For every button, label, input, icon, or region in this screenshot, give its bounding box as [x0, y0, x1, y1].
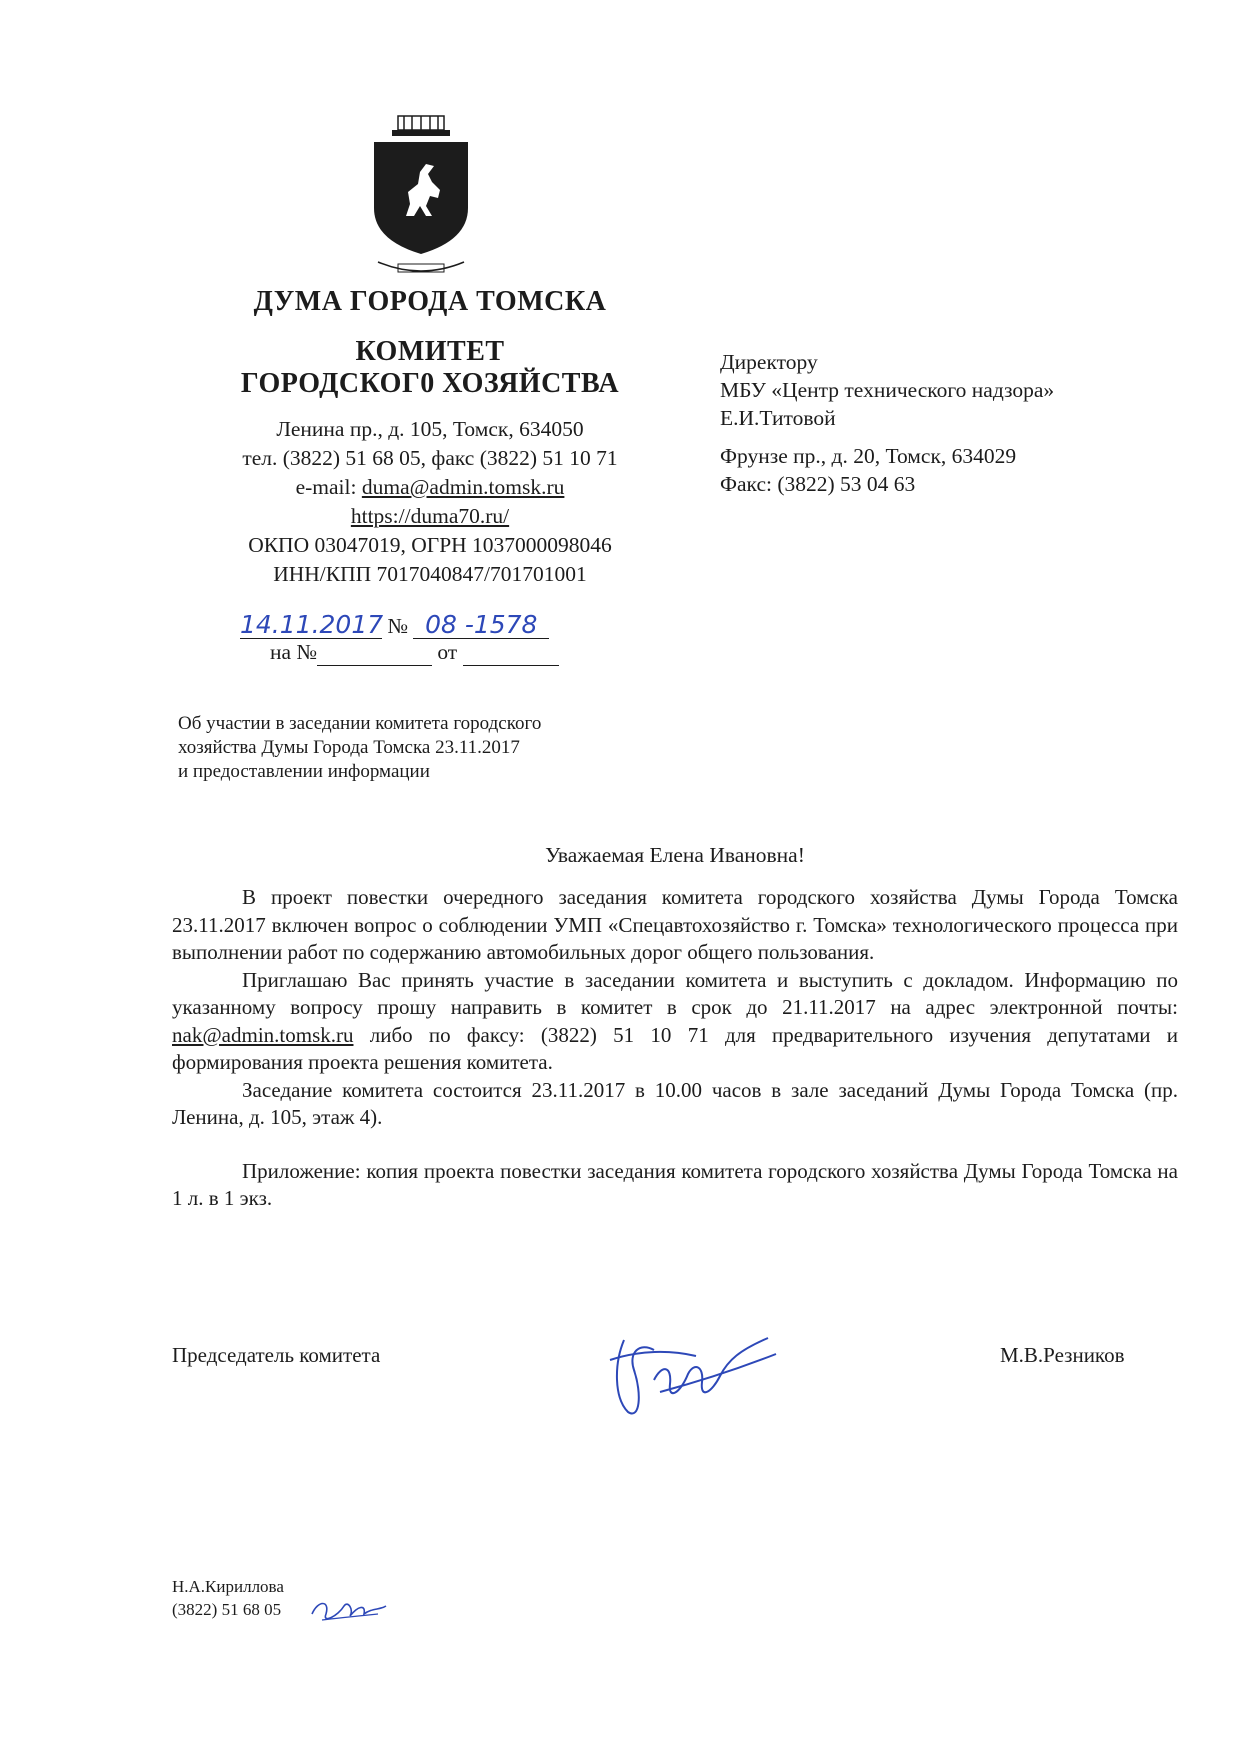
organization-title: ДУМА ГОРОДА ТОМСКА [253, 286, 607, 317]
sender-email-link[interactable]: duma@admin.tomsk.ru [361, 475, 565, 499]
appendix-note: Приложение: копия проекта повестки заседания комитета городского хозяйства Думы Города Томска на 1 л. в 1 экз. [172, 1158, 1178, 1210]
handwritten-signature [600, 1320, 780, 1430]
sender-address: Ленина пр., д. 105, Томск, 634050 [276, 417, 584, 441]
signatory-position: Председатель комитета [172, 1343, 381, 1367]
committee-title-line1: КОМИТЕТ [355, 336, 505, 367]
paragraph-text: либо по факсу: (3822) 51 10 71 для предварительного изучения депутатами и формирования проекта решения комитета. [172, 1022, 1178, 1074]
ref-from-label: от [437, 640, 458, 664]
executor-name: Н.А.Кириллова [172, 1577, 284, 1596]
recipient-fax: Факс: (3822) 53 04 63 [720, 472, 916, 496]
executor-phone: (3822) 51 68 05 [172, 1600, 282, 1619]
subject-line: хозяйства Думы Города Томска 23.11.2017 [178, 737, 520, 758]
paragraph: В проект повестки очередного заседания комитета городского хозяйства Думы Города Томска 23.11.2017 включен вопрос о соблюдении УМП «Спецавтохозяйство г. Томска» технологического процесса при выполнении работ по содержанию автомобильных дорог общего пользования. [172, 885, 1178, 964]
paragraph [172, 967, 1178, 1077]
paragraph-text: Приглашаю Вас принять участие в заседании комитета и выступить с докладом. Информацию по указанному вопросу прошу направить в комитет в срок до 21.11.2017 на адрес электронной почты: [172, 967, 1178, 1019]
sender-email-line [190, 473, 670, 502]
reply-email-link[interactable]: nak@admin.tomsk.ru [172, 1022, 354, 1047]
handwritten-number: 08 -1578 [413, 612, 549, 639]
registration-block [240, 612, 559, 666]
recipient-name: Е.И.Титовой [720, 406, 836, 430]
sender-okpo-ogrn: ОКПО 03047019, ОГРН 1037000098046 [248, 533, 612, 557]
ref-number-blank [317, 639, 432, 666]
ref-date-blank [463, 639, 559, 666]
paragraph: Заседание комитета состоится 23.11.2017 в 10.00 часов в зале заседаний Думы Города Томска (пр. Ленина, д. 105, этаж 4). [172, 1077, 1178, 1129]
signatory-name: М.В.Резников [1000, 1343, 1125, 1367]
salutation: Уважаемая Елена Ивановна! [545, 843, 805, 867]
city-coat-of-arms-emblem [368, 112, 474, 280]
subject-line: Об участии в заседании комитета городского [178, 713, 542, 734]
ref-label: на № [270, 640, 317, 664]
subject-line: и предоставлении информации [178, 761, 430, 782]
handwritten-date: 14.11.2017 [240, 610, 384, 639]
handwritten-initials [308, 1594, 388, 1626]
committee-title [190, 336, 670, 400]
committee-title-line2: ГОРОДСКОГ0 ХОЗЯЙСТВА [240, 368, 620, 399]
sender-inn-kpp: ИНН/КПП 7017040847/701701001 [273, 562, 587, 586]
number-label: № [387, 614, 408, 638]
executor-block [172, 1575, 284, 1621]
sender-website-link[interactable]: https://duma70.ru/ [350, 504, 510, 528]
sender-phones: тел. (3822) 51 68 05, факс (3822) 51 10 71 [242, 446, 618, 470]
sender-contacts [190, 415, 670, 589]
recipient-position: Директору [720, 350, 818, 374]
letter-body [172, 884, 1178, 1213]
email-label: e-mail: [295, 475, 362, 499]
letter-subject [178, 712, 658, 784]
recipient-organization: МБУ «Центр технического надзора» [720, 378, 1055, 402]
recipient-block [720, 348, 1200, 498]
recipient-address: Фрунзе пр., д. 20, Томск, 634029 [720, 444, 1017, 468]
